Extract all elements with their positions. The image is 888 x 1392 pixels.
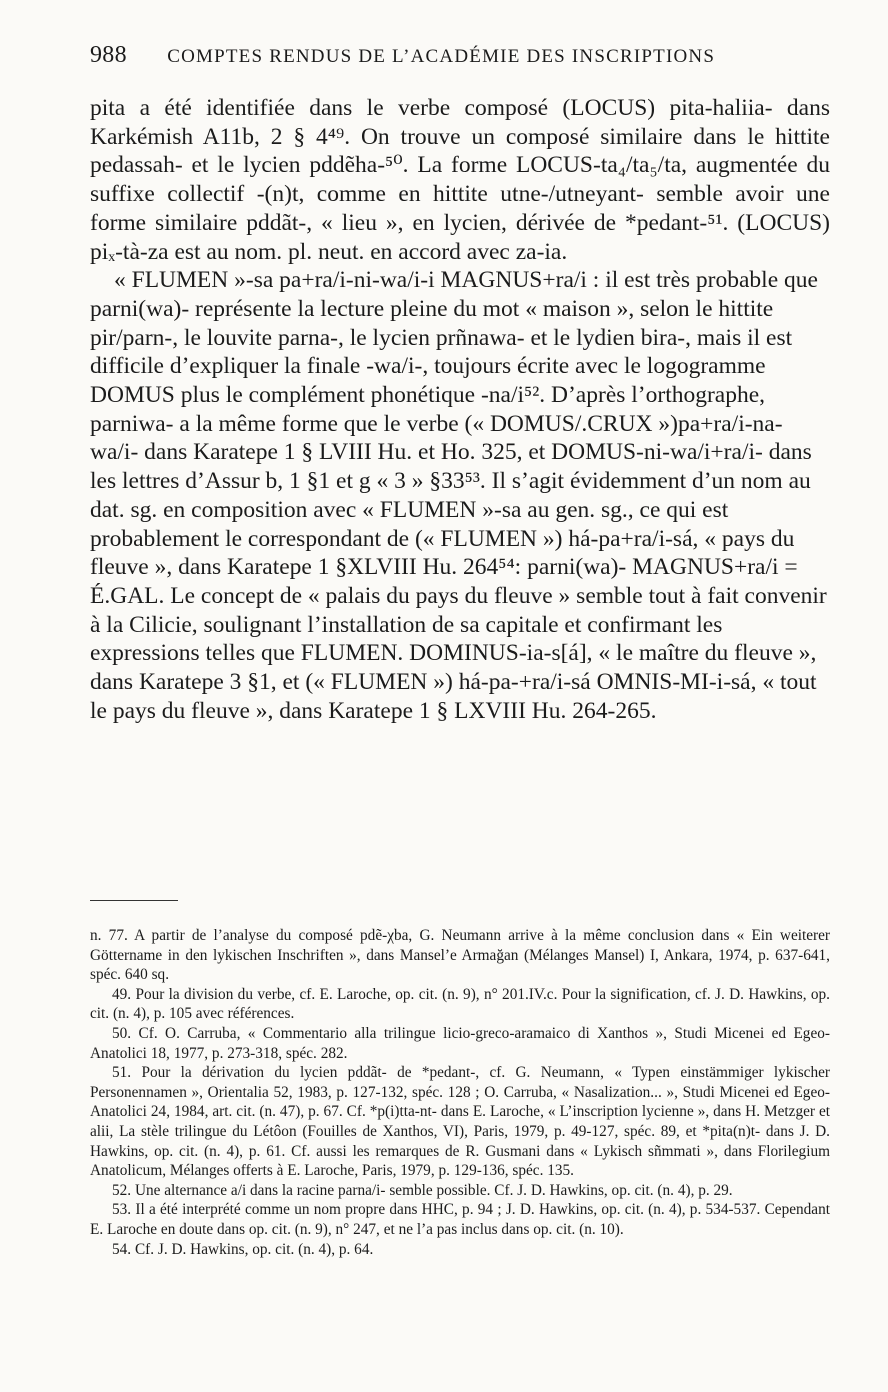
body-paragraph: pita a été identifiée dans le verbe composé (LOCUS) pita-haliia- dans Karkémish A11b, 2 § 4⁴⁹. On trouve un composé similaire dans le hittite pedassah- et le lycien pddẽha-⁵⁰. La forme LOCUS-ta₄/ta₅/ta, augmentée du suffixe collectif -(n)t, comme en hittite utne-/utneyant- semble avoir une forme similaire pddãt-, « lieu », en lycien, dérivée de *pedant-⁵¹. (LOCUS) piₓ-tà-za est au nom. pl. neut. en accord avec za-ia. xyxy=(90,95,830,265)
footnote-53: 53. Il a été interprété comme un nom propre dans HHC, p. 94 ; J. D. Hawkins, op. cit. (n. 4), p. 534-537. Cependant E. Laroche en doute dans op. cit. (n. 9), n° 247, et ne l’a pas inclus dans op. cit. (n. 10). xyxy=(90,1201,830,1238)
main-text xyxy=(90,94,830,725)
footnote-continuation: n. 77. A partir de l’analyse du composé pdẽ-χba, G. Neumann arrive à la même conclusion dans « Ein weiterer Göttername in den lykischen Inschriften », dans Mansel’e Armağan (Mélanges Mansel) I, Ankara, 1974, p. 637-641, spéc. 640 sq. xyxy=(90,927,830,984)
footnote-49: 49. Pour la division du verbe, cf. E. Laroche, op. cit. (n. 9), n° 201.IV.c. Pour la signification, cf. J. D. Hawkins, op. cit. (n. 4), p. 105 avec références. xyxy=(90,985,830,1023)
page-number: 988 xyxy=(90,42,127,68)
body-paragraph: « FLUMEN »-sa pa+ra/i-ni-wa/i-i MAGNUS+ra/i : il est très probable que parni(wa)- représente la lecture pleine du mot « maison », selon le hittite pir/parn-, le louvite parna-, le lycien prñnawa- et le lydien bira-, mais il est difficile d’expliquer la finale -wa/i-, toujours écrite avec le logogramme DOMUS plus le complément phonétique -na/i⁵². D’après l’orthographe, parniwa- a la même forme que le verbe (« DOMUS/.CRUX »)pa+ra/i-na-wa/i- dans Karatepe 1 § LVIII Hu. et Ho. 325, et DOMUS-ni-wa/i+ra/i- dans les lettres d’Assur b, 1 §1 et g « 3 » §33⁵³. Il s’agit évidemment d’un nom au dat. sg. en composition avec « FLUMEN »-sa au gen. sg., ce qui est probablement le correspondant de (« FLUMEN ») há-pa+ra/i-sá, « pays du fleuve », dans Karatepe 1 §XLVIII Hu. 264⁵⁴: parni(wa)- MAGNUS+ra/i = É.GAL. Le concept de « palais du pays du fleuve » semble tout à fait convenir à la Cilicie, soulignant l’installation de sa capitale et confirmant les expressions telles que FLUMEN. DOMINUS-ia-s[á], « le maître du fleuve », dans Karatepe 3 §1, et (« FLUMEN ») há-pa-+ra/i-sá OMNIS-MI-i-sá, « tout le pays du fleuve », dans Karatepe 1 § LXVIII Hu. 264-265. xyxy=(90,267,827,724)
running-header xyxy=(90,42,830,69)
footnote-51: 51. Pour la dérivation du lycien pddãt- de *pedant-, cf. G. Neumann, « Typen einstämmiger lykischer Personennamen », Orientalia 52, 1983, p. 127-132, spéc. 128 ; O. Carruba, « Nasalization... », Studi Micenei ed Egeo-Anatolici 24, 1984, art. cit. (n. 47), p. 67. Cf. *p(i)tta-nt- dans E. Laroche, « L’inscription lycienne », dans H. Metzger et alii, La stèle trilingue du Létôon (Fouilles de Xanthos, VI), Paris, 1979, p. 49-127, spéc. 89, et *pita(n)t- dans J. D. Hawkins, op. cit. (n. 4), p. 61. Cf. aussi les remarques de R. Gusmani dans « Lykisch sñmmati », dans Florilegium Anatolicum, Mélanges offerts à E. Laroche, Paris, 1979, p. 129-136, spéc. 135. xyxy=(90,1064,830,1180)
footnotes xyxy=(90,926,830,1259)
footnote-54: 54. Cf. J. D. Hawkins, op. cit. (n. 4), p. 64. xyxy=(112,1240,374,1258)
footnote-50: 50. Cf. O. Carruba, « Commentario alla trilingue licio-greco-aramaico di Xanthos », Studi Micenei ed Egeo-Anatolici 18, 1977, p. 273-318, spéc. 282. xyxy=(90,1024,830,1062)
footnote-separator xyxy=(90,900,178,901)
running-title: COMPTES RENDUS DE L’ACADÉMIE DES INSCRIPTIONS xyxy=(167,46,716,67)
footnote-52: 52. Une alternance a/i dans la racine parna/i- semble possible. Cf. J. D. Hawkins, op. cit. (n. 4), p. 29. xyxy=(112,1181,733,1199)
